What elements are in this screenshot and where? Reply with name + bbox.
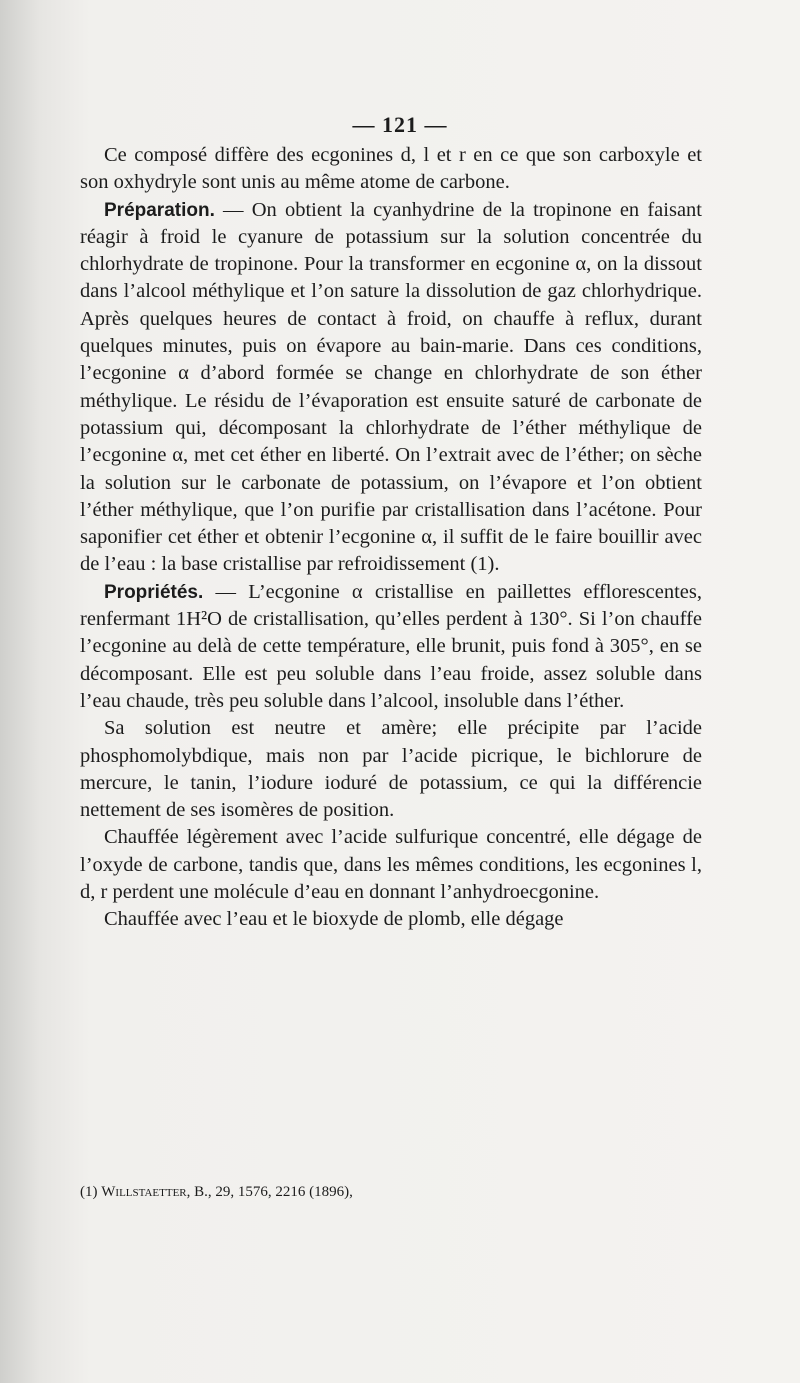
paragraph-text: Chauffée légèrement avec l’acide sulfurique concentré, elle dégage de l’oxyde de carbone, tandis que, dans les mêmes conditions, les ecgonines l, d, r perdent une molécule d’eau en donnant l’anhydroecgonine.	[80, 826, 702, 904]
footnote-reference: B., 29, 1576, 2216 (1896),	[190, 1184, 353, 1200]
footnote	[80, 1182, 702, 1202]
paragraph-lead-oxide	[80, 906, 702, 933]
paragraph-text: Ce composé diffère des ecgonines d, l et r en ce que son carboxyle et son oxhydryle sont unis au même atome de carbone.	[80, 144, 702, 194]
body-text	[80, 142, 702, 934]
footnote-author: Willstaetter,	[101, 1184, 191, 1200]
footnote-marker: (1)	[80, 1184, 98, 1200]
paragraph-intro	[80, 142, 702, 197]
paragraph-text: Sa solution est neutre et amère; elle précipite par l’acide phosphomolybdique, mais non par l’acide picrique, le bichlorure de mercure, le tanin, l’iodure ioduré de potassium, ce qui la différencie nettement de ses isomères de position.	[80, 717, 702, 822]
paragraph-preparation	[80, 197, 702, 579]
paragraph-properties	[80, 579, 702, 715]
paragraph-text: — On obtient la cyanhydrine de la tropinone en faisant réagir à froid le cyanure de potassium sur la solution concentrée du chlorhydrate de tropinone. Pour la transformer en ecgonine α, on la dissout dans l’alcool méthylique et l’on sature la dissolution de gaz chlorhydrique. Après quelques heures de contact à froid, on chauffe à reflux, durant quelques minutes, puis on évapore au bain-marie. Dans ces conditions, l’ecgonine α d’abord formée se change en chlorhydrate de son éther méthylique. Le résidu de l’évaporation est ensuite saturé de carbonate de potassium qui, décomposant la chlorhydrate de l’éther méthylique de l’ecgonine α, met cet éther en liberté. On l’extrait avec de l’éther; on sèche la solution sur le carbonate de potassium, on l’évapore et l’on obtient l’éther méthylique, que l’on purifie par cristallisation dans l’acétone. Pour saponifier cet éther et obtenir l’ecgonine α, il suffit de le faire bouillir avec de l’eau : la base cristallise par refroidissement (1).	[80, 198, 702, 576]
paragraph-text: — L’ecgonine α cristallise en paillettes efflorescentes, renfermant 1H²O de cristallisation, qu’elles perdent à 130°. Si l’on chauffe l’ecgonine au delà de cette température, elle brunit, puis fond à 305°, en se décomposant. Elle est peu soluble dans l’eau froide, assez soluble dans l’eau chaude, très peu soluble dans l’alcool, insoluble dans l’éther.	[80, 580, 702, 712]
paragraph-text: Chauffée avec l’eau et le bioxyde de plomb, elle dégage	[104, 908, 564, 931]
section-heading-preparation: Préparation.	[104, 199, 215, 221]
section-heading-properties: Propriétés.	[104, 581, 204, 603]
paragraph-sulfuric	[80, 824, 702, 906]
paragraph-solution	[80, 715, 702, 824]
page-number: — 121 —	[352, 112, 448, 137]
